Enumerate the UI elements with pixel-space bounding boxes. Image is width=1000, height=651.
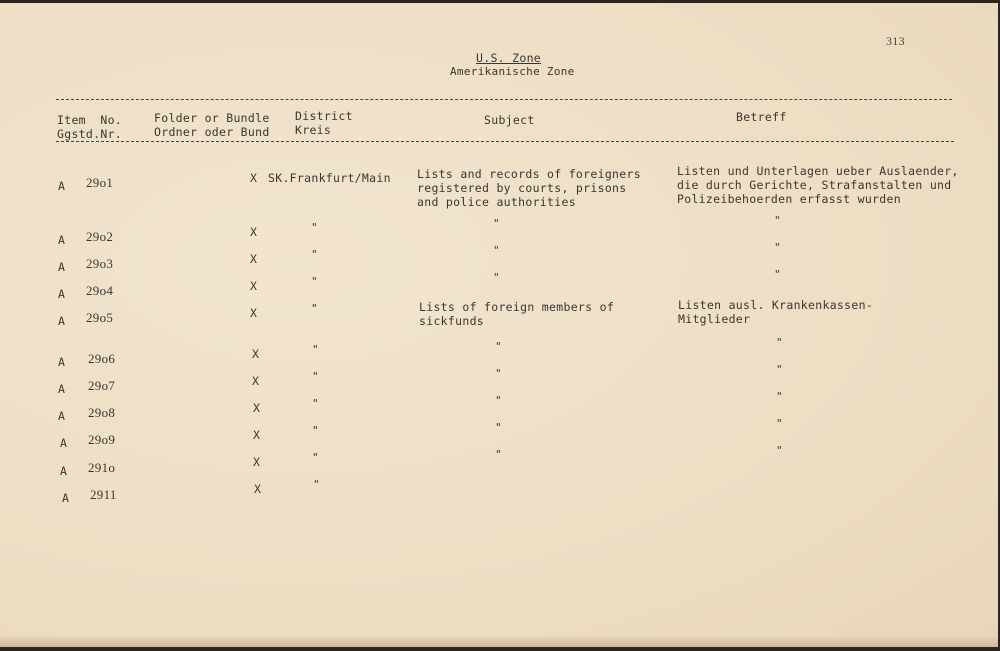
header-folder-de: Ordner oder Bund: [154, 125, 270, 139]
row-folder-mark: X: [252, 347, 260, 361]
row-prefix: A: [58, 355, 66, 369]
zone-title: U.S. Zone: [476, 51, 542, 65]
row-betreff-ditto: ": [774, 214, 781, 227]
row-district-ditto: ": [311, 248, 318, 261]
row-folder-mark: X: [250, 225, 258, 239]
header-folder-en: Folder or Bundle: [154, 111, 270, 125]
header-district-de: Kreis: [295, 123, 332, 137]
header-betreff: Betreff: [736, 110, 787, 124]
row-item-number: 2911: [90, 487, 117, 502]
zone-subtitle: Amerikanische Zone: [450, 65, 575, 78]
header-district-en: District: [295, 109, 353, 123]
row-item-number: 29o3: [86, 256, 114, 271]
header-folder: [154, 111, 270, 139]
row-subject-ditto: ": [493, 244, 500, 257]
row-item-number: 29o4: [86, 283, 114, 298]
row-subject-ditto: ": [495, 367, 502, 380]
row-betreff-ditto: ": [774, 268, 781, 281]
row-betreff-ditto: ": [776, 363, 783, 376]
row-betreff: [677, 164, 959, 206]
row-item-number: 29o6: [88, 351, 116, 366]
row-prefix: A: [62, 491, 70, 505]
betreff-line: Listen ausl. Krankenkassen-: [678, 298, 874, 312]
row-prefix: A: [58, 179, 66, 193]
header-subject: Subject: [484, 113, 535, 127]
row-betreff-ditto: ": [776, 390, 783, 403]
row-betreff: [678, 298, 873, 326]
row-subject-ditto: ": [495, 394, 502, 407]
row-folder-mark: X: [253, 401, 261, 415]
subject-line: and police authorities: [417, 195, 576, 209]
row-prefix: A: [58, 260, 66, 274]
row-district-ditto: ": [312, 451, 319, 464]
row-prefix: A: [58, 287, 66, 301]
document-page: [0, 3, 998, 647]
row-betreff-ditto: ": [776, 444, 783, 457]
row-subject: [417, 167, 641, 209]
row-district-ditto: ": [312, 424, 319, 437]
row-folder-mark: X: [250, 171, 258, 185]
row-subject: [419, 300, 614, 328]
betreff-line: Mitglieder: [678, 312, 751, 326]
row-district-ditto: ": [311, 275, 318, 288]
subject-line: Lists of foreign members of: [419, 300, 615, 314]
row-betreff-ditto: ": [776, 336, 783, 349]
row-subject-ditto: ": [495, 421, 502, 434]
row-folder-mark: X: [250, 279, 258, 293]
betreff-line: die durch Gerichte, Strafanstalten und: [677, 178, 952, 192]
row-folder-mark: X: [253, 428, 261, 442]
subject-line: sickfunds: [419, 314, 485, 328]
subject-line: registered by courts, prisons: [417, 181, 627, 195]
row-district-ditto: ": [312, 370, 319, 383]
row-district-ditto: ": [312, 343, 319, 356]
header-item-en: Item No.: [57, 113, 123, 127]
row-item-number: 29o5: [86, 310, 114, 325]
row-subject-ditto: ": [495, 448, 502, 461]
page-number: 313: [886, 34, 905, 48]
row-item-number: 29o2: [86, 229, 114, 244]
header-top-rule: [56, 99, 952, 100]
row-folder-mark: X: [252, 374, 260, 388]
row-item-number: 29o7: [88, 378, 116, 393]
row-item-number: 291o: [88, 460, 116, 475]
row-item-number: 29o9: [88, 432, 116, 447]
row-prefix: A: [60, 436, 68, 450]
header-item-no: [57, 113, 122, 141]
row-subject-ditto: ": [493, 271, 500, 284]
row-folder-mark: X: [250, 306, 258, 320]
row-folder-mark: X: [254, 482, 262, 496]
header-district: [295, 109, 353, 137]
row-district-ditto: ": [312, 397, 319, 410]
row-item-number: 29o1: [86, 175, 114, 190]
row-betreff-ditto: ": [774, 241, 781, 254]
row-prefix: A: [60, 464, 68, 478]
row-folder-mark: X: [250, 252, 258, 266]
row-district-ditto: ": [311, 221, 318, 234]
header-bottom-rule: [56, 141, 954, 142]
row-prefix: A: [58, 314, 66, 328]
header-item-de: Ggstd.Nr.: [57, 127, 123, 141]
row-district: SK.Frankfurt/Main: [268, 171, 391, 185]
page-bottom-edge: [0, 637, 998, 647]
row-subject-ditto: ": [493, 217, 500, 230]
row-item-number: 29o8: [88, 405, 116, 420]
betreff-line: Polizeibehoerden erfasst wurden: [677, 192, 901, 206]
row-prefix: A: [58, 233, 66, 247]
row-district-ditto: ": [313, 478, 320, 491]
row-folder-mark: X: [253, 455, 261, 469]
betreff-line: Listen und Unterlagen ueber Auslaender,: [677, 164, 959, 178]
row-prefix: A: [58, 382, 66, 396]
row-subject-ditto: ": [495, 340, 502, 353]
subject-line: Lists and records of foreigners: [417, 167, 641, 181]
row-betreff-ditto: ": [776, 417, 783, 430]
row-district-ditto: ": [311, 302, 318, 315]
row-prefix: A: [58, 409, 66, 423]
